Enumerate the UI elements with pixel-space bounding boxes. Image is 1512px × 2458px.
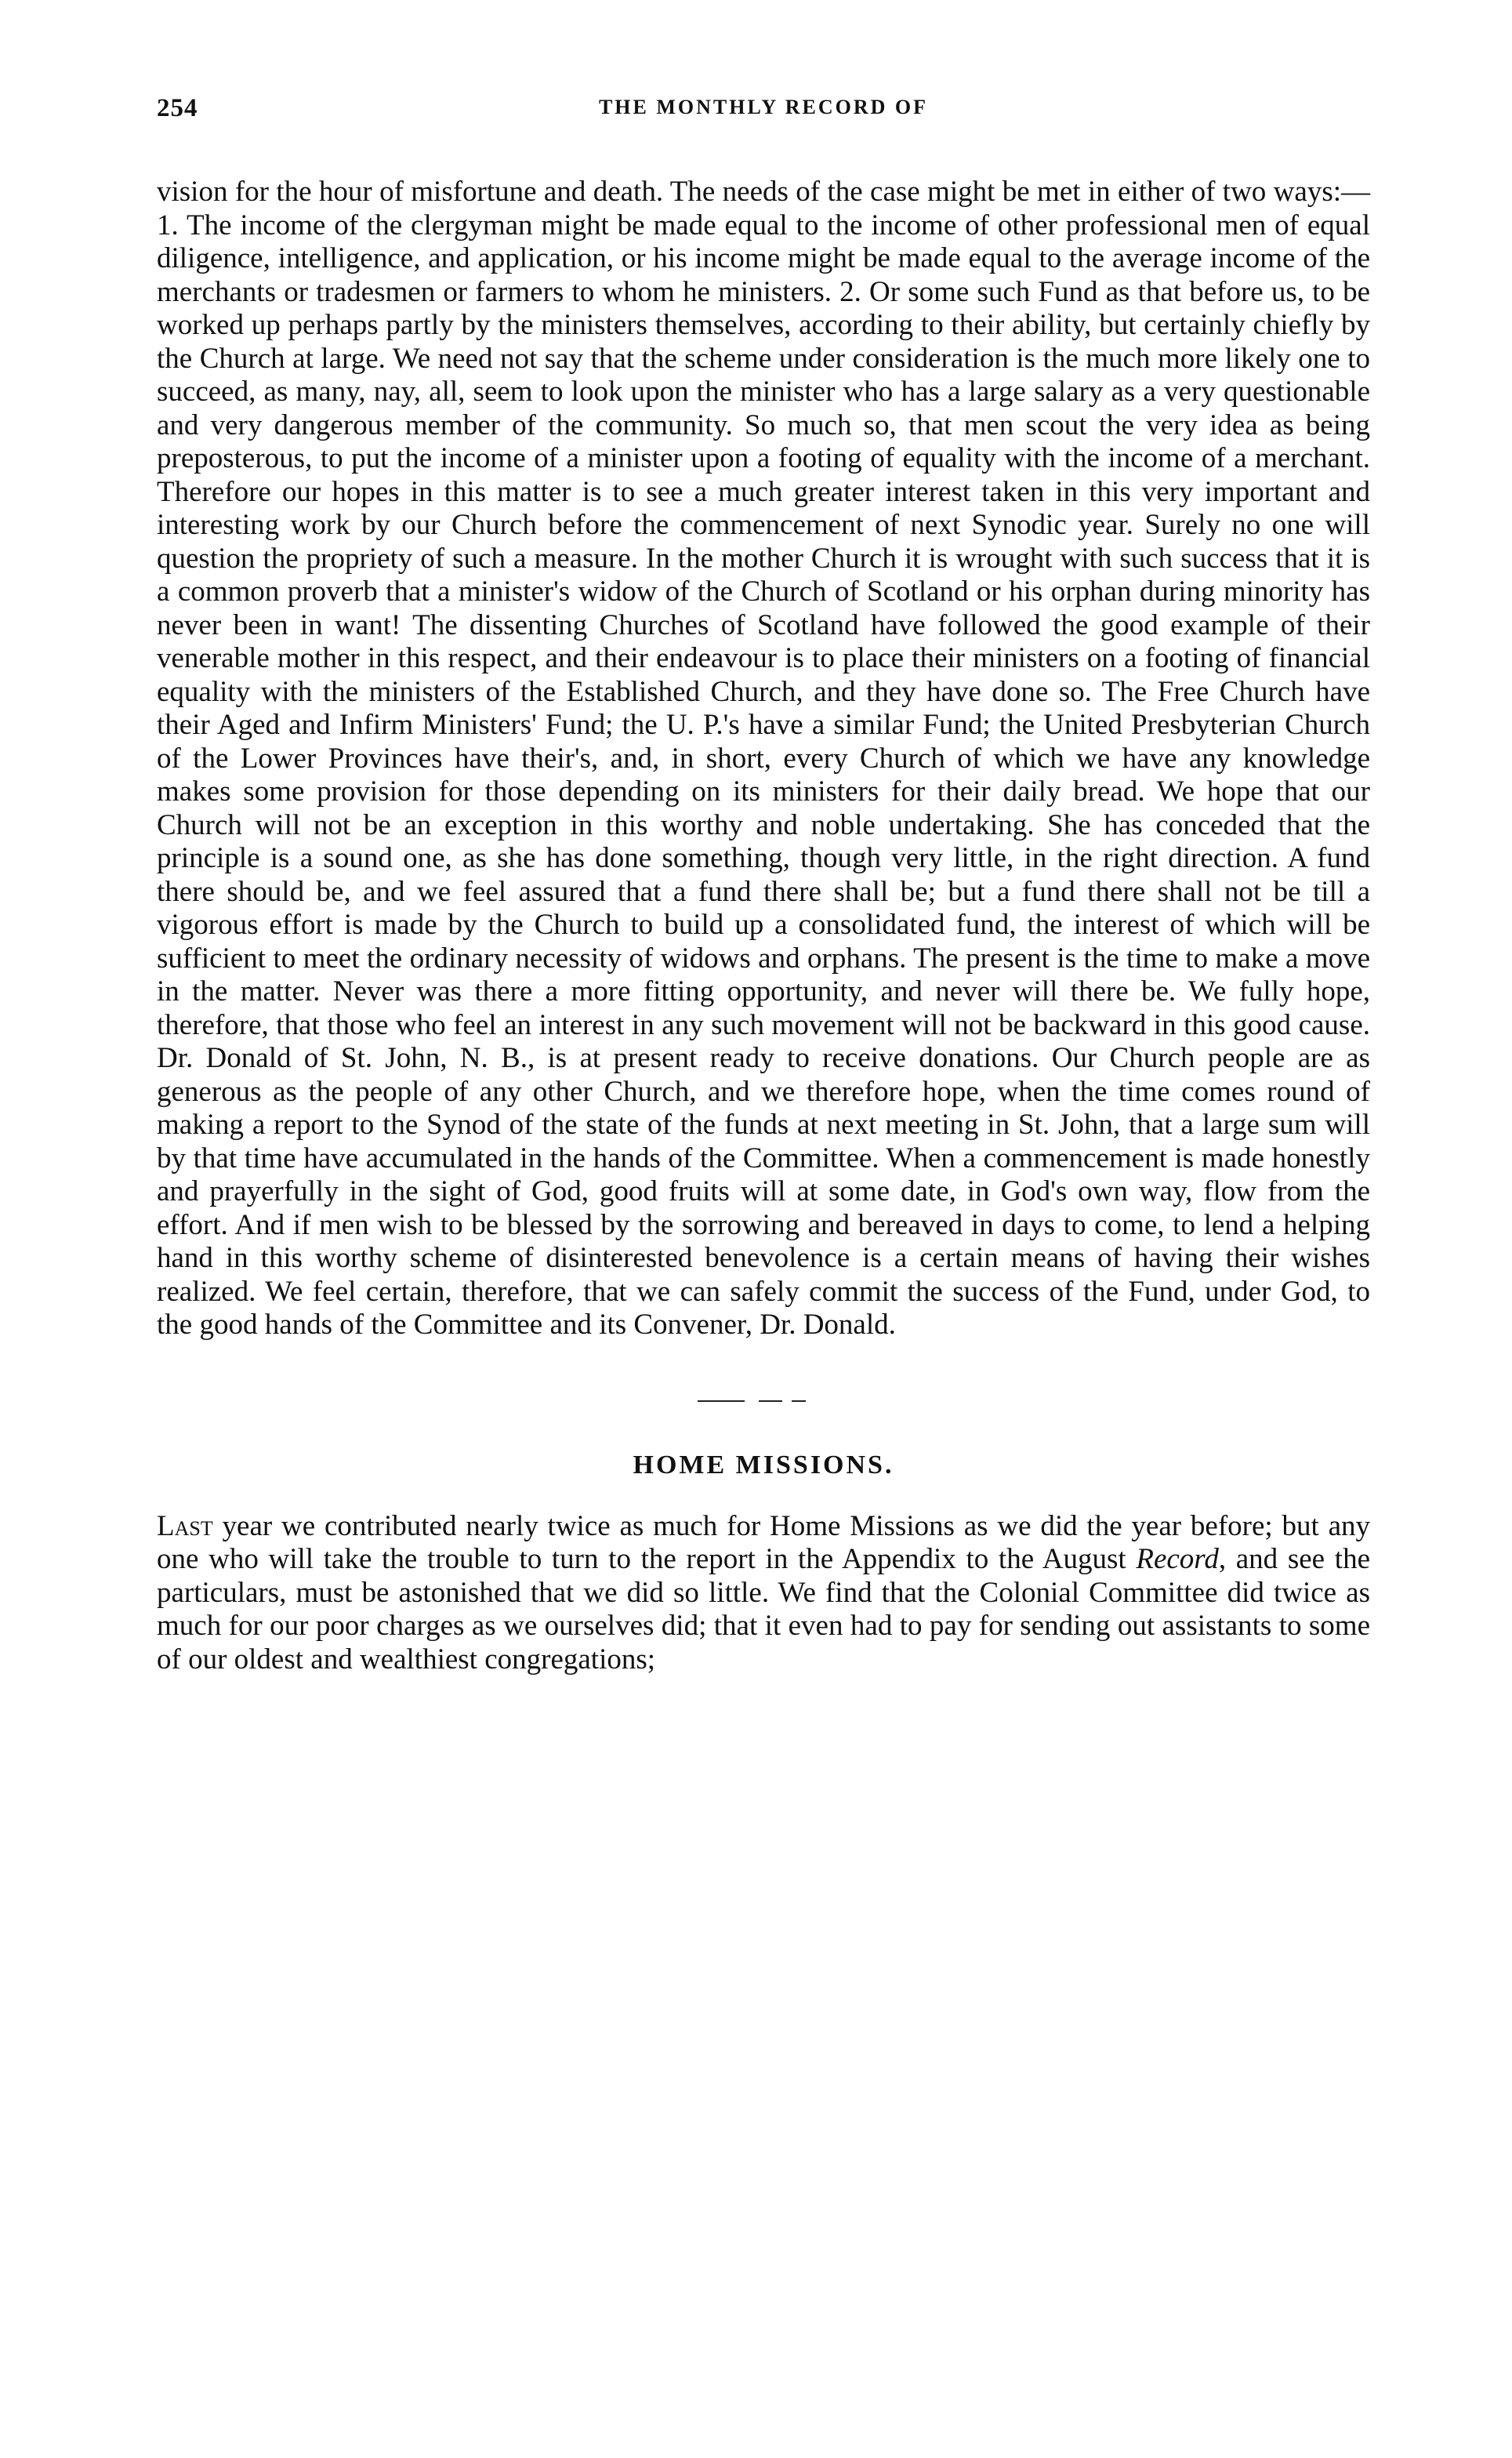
section-separator — [157, 1389, 1370, 1413]
separator-dash — [759, 1400, 782, 1402]
paragraph-text-before-italic: year we contributed nearly twice as much for Home Missions as we did the year before; but any one who will take the trouble to turn to the report in the Appendix to the August — [157, 1509, 1370, 1575]
paragraph-text-after-italic: , and see the particulars, must be astonished that we did so little. We find that the Colonial Committee did twice as much for our poor charges as we ourselves did; that it even had to pay for sending out assistants to some of our oldest and wealthiest congregations; — [157, 1543, 1370, 1676]
separator-dash — [698, 1400, 745, 1402]
running-head — [157, 94, 1370, 141]
lead-word: Last — [157, 1509, 213, 1542]
running-title: THE MONTHLY RECORD OF — [598, 96, 929, 118]
home-missions-paragraph — [157, 1510, 1370, 1677]
article-body — [157, 176, 1370, 1342]
section-heading-home-missions: HOME MISSIONS. — [633, 1450, 894, 1480]
italic-word: Record — [1136, 1543, 1219, 1575]
page — [157, 94, 1370, 1676]
article-paragraph: vision for the hour of misfortune and death. The needs of the case might be met in either of two ways:—1. The income of the clergyman might be made equal to the income of other professional men of equal diligence, intelligence, and application, or his income might be made equal to the average income of the merchants or tradesmen or farmers to whom he ministers. 2. Or some such Fund as that before us, to be worked up perhaps partly by the ministers themselves, according to their ability, but certainly chiefly by the Church at large. We need not say that the scheme under consideration is the much more likely one to succeed, as many, nay, all, seem to look upon the minister who has a large salary as a very questionable and very dangerous member of the community. So much so, that men scout the very idea as being preposterous, to put the income of a minister upon a footing of equality with the income of a merchant. Therefore our hopes in this matter is to see a much greater interest taken in this very important and interesting work by our Church before the commencement of next Synodic year. Surely no one will question the propriety of such a measure. In the mother Church it is wrought with such success that it is a common proverb that a minister's widow of the Church of Scotland or his orphan during minority has never been in want! The dissenting Churches of Scotland have followed the good example of their venerable mother in this respect, and their endeavour is to place their ministers on a footing of financial equality with the ministers of the Established Church, and they have done so. The Free Church have their Aged and Infirm Ministers' Fund; the U. P.'s have a similar Fund; the United Presbyterian Church of the Lower Provinces have their's, and, in short, every Church of which we have any knowledge makes some provision for those depending on its ministers for their daily bread. We hope that our Church will not be an exception in this worthy and noble undertaking. She has conceded that the principle is a sound one, as she has done something, though very little, in the right direction. A fund there should be, and we feel assured that a fund there shall be; but a fund there shall not be till a vigorous effort is made by the Church to build up a consolidated fund, the interest of which will be sufficient to meet the ordinary necessity of widows and orphans. The present is the time to make a move in the matter. Never was there a more fitting opportunity, and never will there be. We fully hope, therefore, that those who feel an interest in any such movement will not be backward in this good cause. Dr. Donald of St. John, N. B., is at present ready to receive donations. Our Church people are as generous as the people of any other Church, and we therefore hope, when the time comes round of making a report to the Synod of the state of the funds at next meeting in St. John, that a large sum will by that time have accumulated in the hands of the Committee. When a commencement is made honestly and prayerfully in the sight of God, good fruits will at some date, in God's own way, flow from the effort. And if men wish to be blessed by the sorrowing and bereaved in days to come, to lend a helping hand in this worthy scheme of disinterested benevolence is a certain means of having their wishes realized. We feel certain, therefore, that we can safely commit the success of the Fund, under God, to the good hands of the Committee and its Convener, Dr. Donald. — [157, 176, 1370, 1341]
separator-dash — [792, 1400, 806, 1402]
home-missions-body — [157, 1510, 1370, 1677]
page-number: 254 — [157, 94, 198, 122]
